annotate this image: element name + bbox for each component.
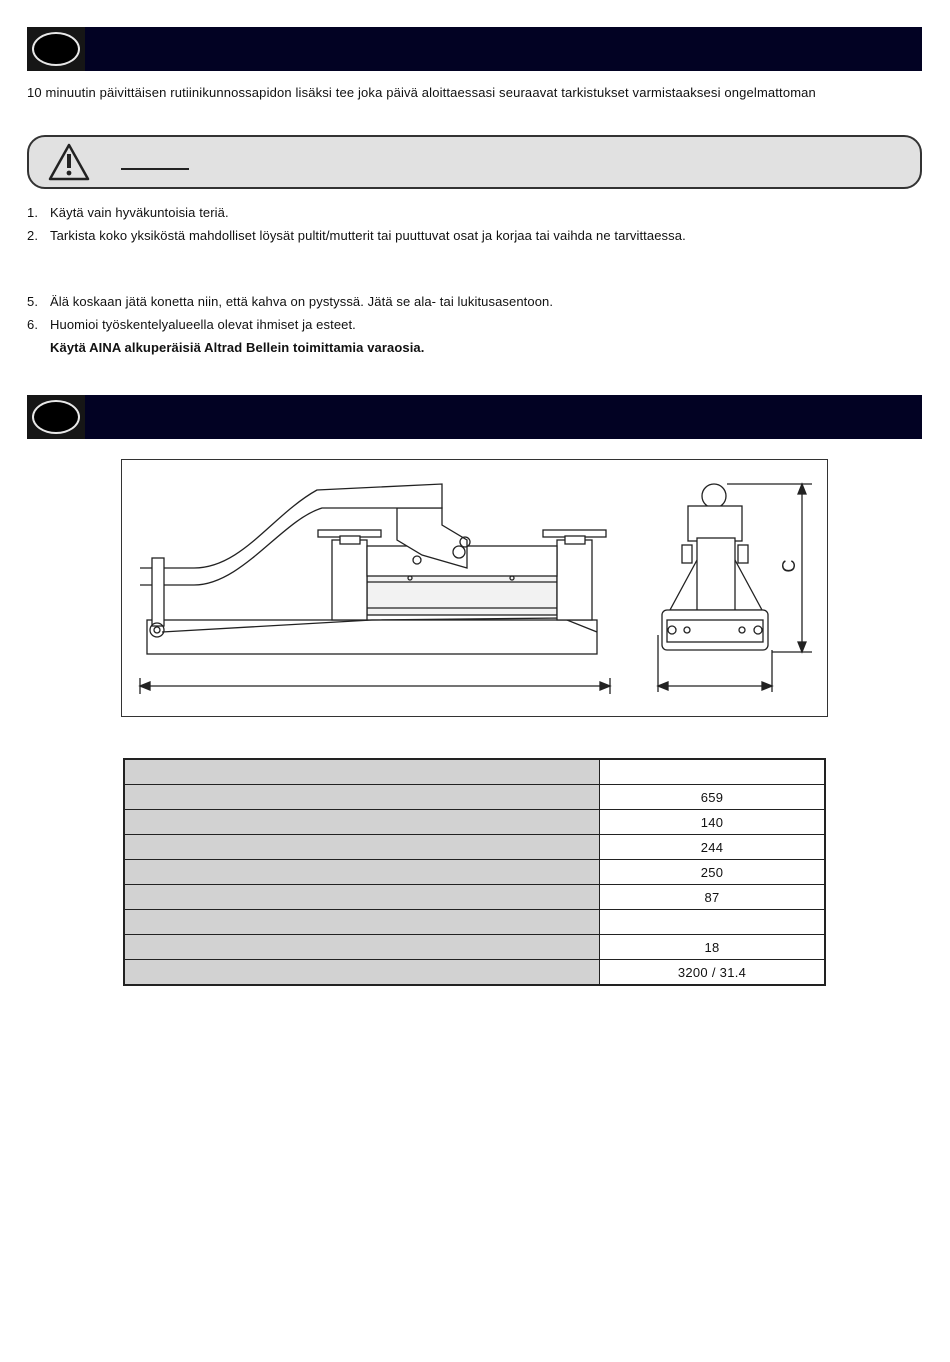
spec-label-cell [124, 785, 600, 810]
list-item-number: 5. [27, 294, 39, 309]
table-row [124, 885, 825, 910]
right-column [557, 540, 592, 620]
table-row [124, 860, 825, 885]
list-item-text: Huomioi työskentelyalueella olevat ihmiset ja esteet. [50, 317, 356, 332]
list-item-text: Käytä vain hyväkuntoisia teriä. [50, 205, 229, 220]
dimension-c-label: C [779, 559, 799, 573]
base-plate [147, 620, 597, 654]
warning-triangle-icon [47, 142, 91, 182]
spec-value-cell: 3200 / 31.4 [600, 960, 826, 986]
table-row [124, 910, 825, 935]
list-item-number: 2. [27, 228, 39, 243]
table-row [124, 960, 825, 986]
intro-text: 10 minuutin päivittäisen rutiinikunnossapidon lisäksi tee joka päivä aloittaessasi seuraavat tarkistukset varmistaaksesi ongelmattoman [27, 85, 816, 100]
parts-note-text: Käytä AINA alkuperäisiä Altrad Bellein toimittamia varaosia. [50, 340, 425, 355]
spec-value-cell: 18 [600, 935, 826, 960]
language-badge [27, 395, 85, 439]
table-row [124, 810, 825, 835]
spec-label-cell [124, 835, 600, 860]
section-header-bar [27, 27, 922, 71]
language-badge [27, 27, 85, 71]
spec-label-cell [124, 910, 600, 935]
list-item-number: 1. [27, 205, 39, 220]
left-column [332, 540, 367, 620]
section-header-bar [27, 395, 922, 439]
spec-label-cell [124, 935, 600, 960]
language-badge-oval [32, 32, 80, 66]
spec-label-cell [124, 810, 600, 835]
list-item-text: Älä koskaan jätä konetta niin, että kahva on pystyssä. Jätä se ala- tai lukitusasentoon. [50, 294, 554, 309]
table-row [124, 935, 825, 960]
table-row [124, 785, 825, 810]
machine-dimension-drawing [121, 459, 828, 717]
spec-label-cell [124, 759, 600, 785]
front-handle-knob [702, 484, 726, 508]
handle-grip [152, 558, 164, 626]
table-row [124, 835, 825, 860]
table-row [124, 759, 825, 785]
list-item-number: 6. [27, 317, 39, 332]
spec-label-cell [124, 885, 600, 910]
spec-value-cell: 659 [600, 785, 826, 810]
spec-value-cell: 87 [600, 885, 826, 910]
spec-value-cell [600, 910, 826, 935]
warning-title-underline [121, 168, 189, 170]
spec-value-cell: 250 [600, 860, 826, 885]
spec-label-cell [124, 860, 600, 885]
spec-value-cell: 244 [600, 835, 826, 860]
specification-table [123, 758, 826, 986]
spec-value-cell [600, 759, 826, 785]
specification-table-body [124, 759, 825, 985]
blade-carriage [367, 575, 557, 615]
warning-box [27, 135, 922, 189]
list-item-text: Tarkista koko yksiköstä mahdolliset löysät pultit/mutterit tai puuttuvat osat ja korjaa tai vaihda ne tarvittaessa. [50, 228, 686, 243]
spec-label-cell [124, 960, 600, 986]
drawing-svg [122, 460, 827, 716]
spec-value-cell: 140 [600, 810, 826, 835]
language-badge-oval [32, 400, 80, 434]
